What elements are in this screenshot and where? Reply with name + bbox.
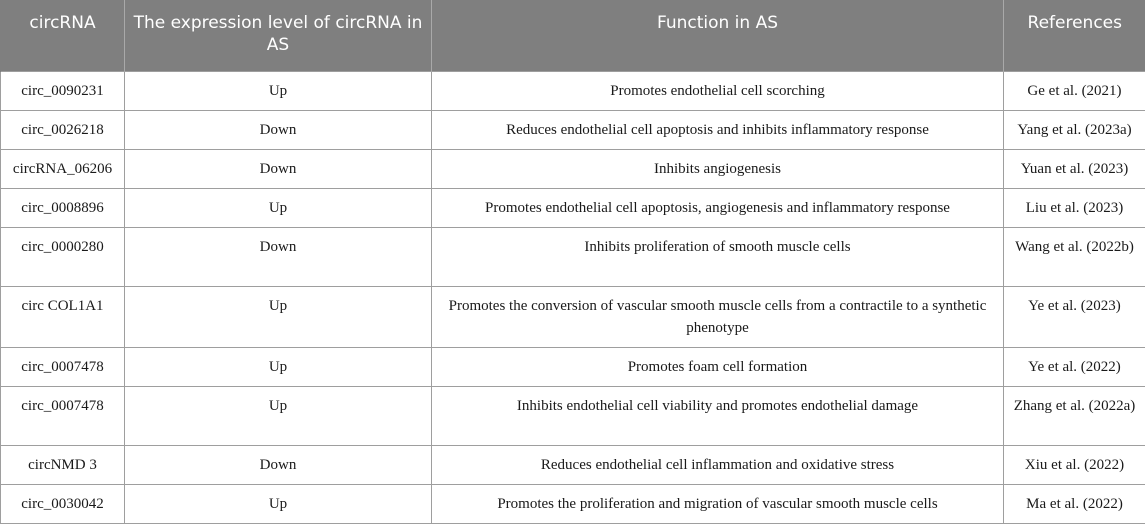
cell-function: Inhibits angiogenesis bbox=[432, 149, 1004, 188]
cell-function: Reduces endothelial cell inflammation and oxidative stress bbox=[432, 445, 1004, 484]
cell-expression: Down bbox=[125, 227, 432, 286]
cell-function: Promotes the proliferation and migration of vascular smooth muscle cells bbox=[432, 484, 1004, 523]
cell-reference: Ma et al. (2022) bbox=[1004, 484, 1145, 523]
table-row bbox=[1, 484, 1145, 523]
cell-circrna: circ_0026218 bbox=[1, 110, 125, 149]
table-row bbox=[1, 188, 1145, 227]
table-row bbox=[1, 110, 1145, 149]
cell-circrna: circRNA_06206 bbox=[1, 149, 125, 188]
cell-expression: Up bbox=[125, 484, 432, 523]
cell-circrna: circ_0000280 bbox=[1, 227, 125, 286]
cell-reference: Liu et al. (2023) bbox=[1004, 188, 1145, 227]
cell-function: Inhibits endothelial cell viability and promotes endothelial damage bbox=[432, 386, 1004, 445]
cell-function: Reduces endothelial cell apoptosis and inhibits inflammatory response bbox=[432, 110, 1004, 149]
cell-expression: Up bbox=[125, 188, 432, 227]
cell-reference: Ge et al. (2021) bbox=[1004, 71, 1145, 110]
table-row bbox=[1, 445, 1145, 484]
cell-expression: Down bbox=[125, 149, 432, 188]
table-row bbox=[1, 386, 1145, 445]
cell-expression: Up bbox=[125, 71, 432, 110]
table-row bbox=[1, 227, 1145, 286]
cell-circrna: circ_0090231 bbox=[1, 71, 125, 110]
header-function: Function in AS bbox=[432, 0, 1004, 71]
header-expression-level: The expression level of circRNA in AS bbox=[125, 0, 432, 71]
cell-expression: Up bbox=[125, 386, 432, 445]
cell-circrna: circ_0008896 bbox=[1, 188, 125, 227]
cell-expression: Down bbox=[125, 445, 432, 484]
cell-circrna: circ_0007478 bbox=[1, 347, 125, 386]
cell-reference: Ye et al. (2023) bbox=[1004, 286, 1145, 347]
cell-expression: Down bbox=[125, 110, 432, 149]
cell-circrna: circ COL1A1 bbox=[1, 286, 125, 347]
cell-expression: Up bbox=[125, 347, 432, 386]
cell-reference: Yuan et al. (2023) bbox=[1004, 149, 1145, 188]
cell-function: Promotes endothelial cell apoptosis, angiogenesis and inflammatory response bbox=[432, 188, 1004, 227]
cell-circrna: circ_0007478 bbox=[1, 386, 125, 445]
table-row bbox=[1, 149, 1145, 188]
header-references: References bbox=[1004, 0, 1145, 71]
cell-reference: Ye et al. (2022) bbox=[1004, 347, 1145, 386]
cell-reference: Xiu et al. (2022) bbox=[1004, 445, 1145, 484]
cell-reference: Zhang et al. (2022a) bbox=[1004, 386, 1145, 445]
header-circrna: circRNA bbox=[1, 0, 125, 71]
cell-reference: Wang et al. (2022b) bbox=[1004, 227, 1145, 286]
header-row bbox=[1, 0, 1145, 71]
cell-function: Promotes foam cell formation bbox=[432, 347, 1004, 386]
cell-function: Inhibits proliferation of smooth muscle cells bbox=[432, 227, 1004, 286]
cell-circrna: circ_0030042 bbox=[1, 484, 125, 523]
cell-function: Promotes endothelial cell scorching bbox=[432, 71, 1004, 110]
table-row bbox=[1, 286, 1145, 347]
cell-expression: Up bbox=[125, 286, 432, 347]
cell-function: Promotes the conversion of vascular smooth muscle cells from a contractile to a synthetic phenotype bbox=[432, 286, 1004, 347]
table-row bbox=[1, 347, 1145, 386]
cell-circrna: circNMD 3 bbox=[1, 445, 125, 484]
cell-reference: Yang et al. (2023a) bbox=[1004, 110, 1145, 149]
table-row bbox=[1, 71, 1145, 110]
